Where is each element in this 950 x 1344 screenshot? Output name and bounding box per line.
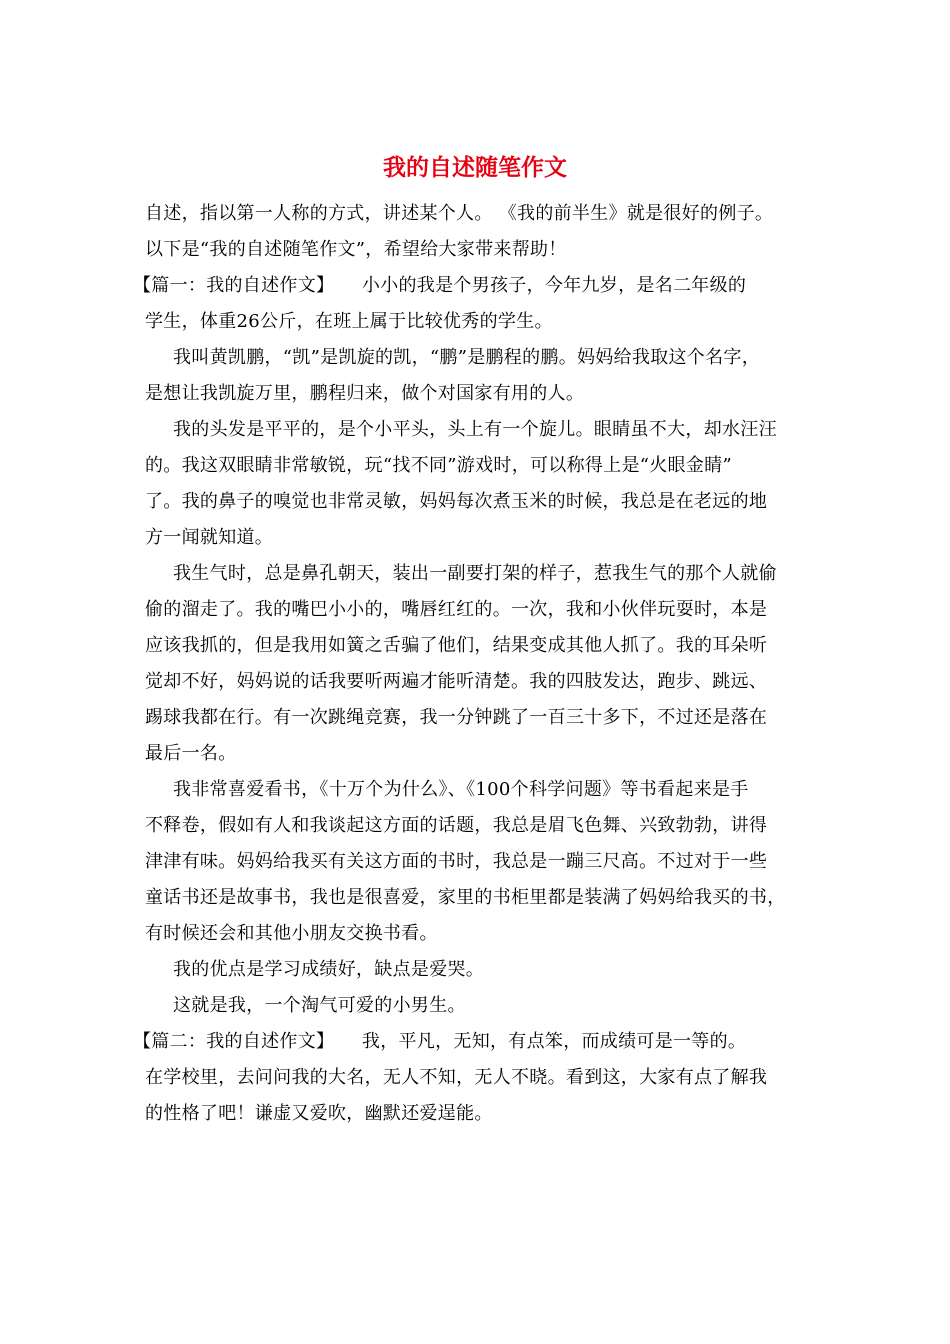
body-line: 的性格了吧！谦虚又爱吹，幽默还爱逞能。 <box>145 1103 493 1124</box>
body-line: 学生，体重26公斤，在班上属于比较优秀的学生。 <box>145 311 553 332</box>
section-heading-line: 【篇一：我的自述作文】 小小的我是个男孩子，今年九岁，是名二年级的 <box>133 275 747 296</box>
body-line: 应该我抓的，但是我用如簧之舌骗了他们，结果变成其他人抓了。我的耳朵听 <box>145 635 768 656</box>
paragraph-start-line: 这就是我，一个淘气可爱的小男生。 <box>173 995 466 1016</box>
body-line: 有时候还会和其他小朋友交换书看。 <box>145 923 438 944</box>
paragraph-start-line: 我叫黄凯鹏，“凯”是凯旋的凯，“鹏”是鹏程的鹏。妈妈给我取这个名字， <box>173 347 761 368</box>
body-line: 是想让我凯旋万里，鹏程归来，做个对国家有用的人。 <box>145 383 585 404</box>
body-line: 自述，指以第一人称的方式，讲述某个人。 《我的前半生》就是很好的例子。 <box>145 203 774 224</box>
document-title: 我的自述随笔作文 <box>383 154 567 181</box>
body-line: 了。我的鼻子的嗅觉也非常灵敏，妈妈每次煮玉米的时候，我总是在老远的地 <box>145 491 768 512</box>
body-line: 最后一名。 <box>145 743 237 764</box>
body-line: 踢球我都在行。有一次跳绳竞赛，我一分钟跳了一百三十多下，不过还是落在 <box>145 707 768 728</box>
paragraph-start-line: 我的优点是学习成绩好，缺点是爱哭。 <box>173 959 485 980</box>
body-line: 方一闻就知道。 <box>145 527 274 548</box>
paragraph-start-line: 我的头发是平平的，是个小平头，头上有一个旋儿。眼睛虽不大，却水汪汪 <box>173 419 777 440</box>
paragraph-start-line: 我非常喜爱看书，《十万个为什么》、《100个科学问题》等书看起来是手 <box>173 779 749 800</box>
document-body <box>133 196 815 1132</box>
paragraph-start-line: 我生气时，总是鼻孔朝天，装出一副要打架的样子，惹我生气的那个人就偷 <box>173 563 777 584</box>
body-line: 偷的溜走了。我的嘴巴小小的，嘴唇红红的。一次，我和小伙伴玩耍时，本是 <box>145 599 768 620</box>
body-line: 童话书还是故事书，我也是很喜爱，家里的书柜里都是装满了妈妈给我买的书， <box>145 887 786 908</box>
section-heading-line: 【篇二：我的自述作文】 我，平凡，无知，有点笨，而成绩可是一等的。 <box>133 1031 747 1052</box>
body-line: 津津有味。妈妈给我买有关这方面的书时，我总是一蹦三尺高。不过对于一些 <box>145 851 768 872</box>
body-line: 不释卷，假如有人和我谈起这方面的话题，我总是眉飞色舞、兴致勃勃，讲得 <box>145 815 768 836</box>
body-line: 在学校里，去问问我的大名，无人不知，无人不晓。看到这，大家有点了解我 <box>145 1067 768 1088</box>
body-line: 的。我这双眼睛非常敏锐，玩“找不同”游戏时，可以称得上是“火眼金睛” <box>145 455 733 476</box>
body-line: 以下是“我的自述随笔作文”，希望给大家带来帮助！ <box>145 239 567 260</box>
body-line: 觉却不好，妈妈说的话我要听两遍才能听清楚。我的四肢发达，跑步、跳远、 <box>145 671 768 692</box>
